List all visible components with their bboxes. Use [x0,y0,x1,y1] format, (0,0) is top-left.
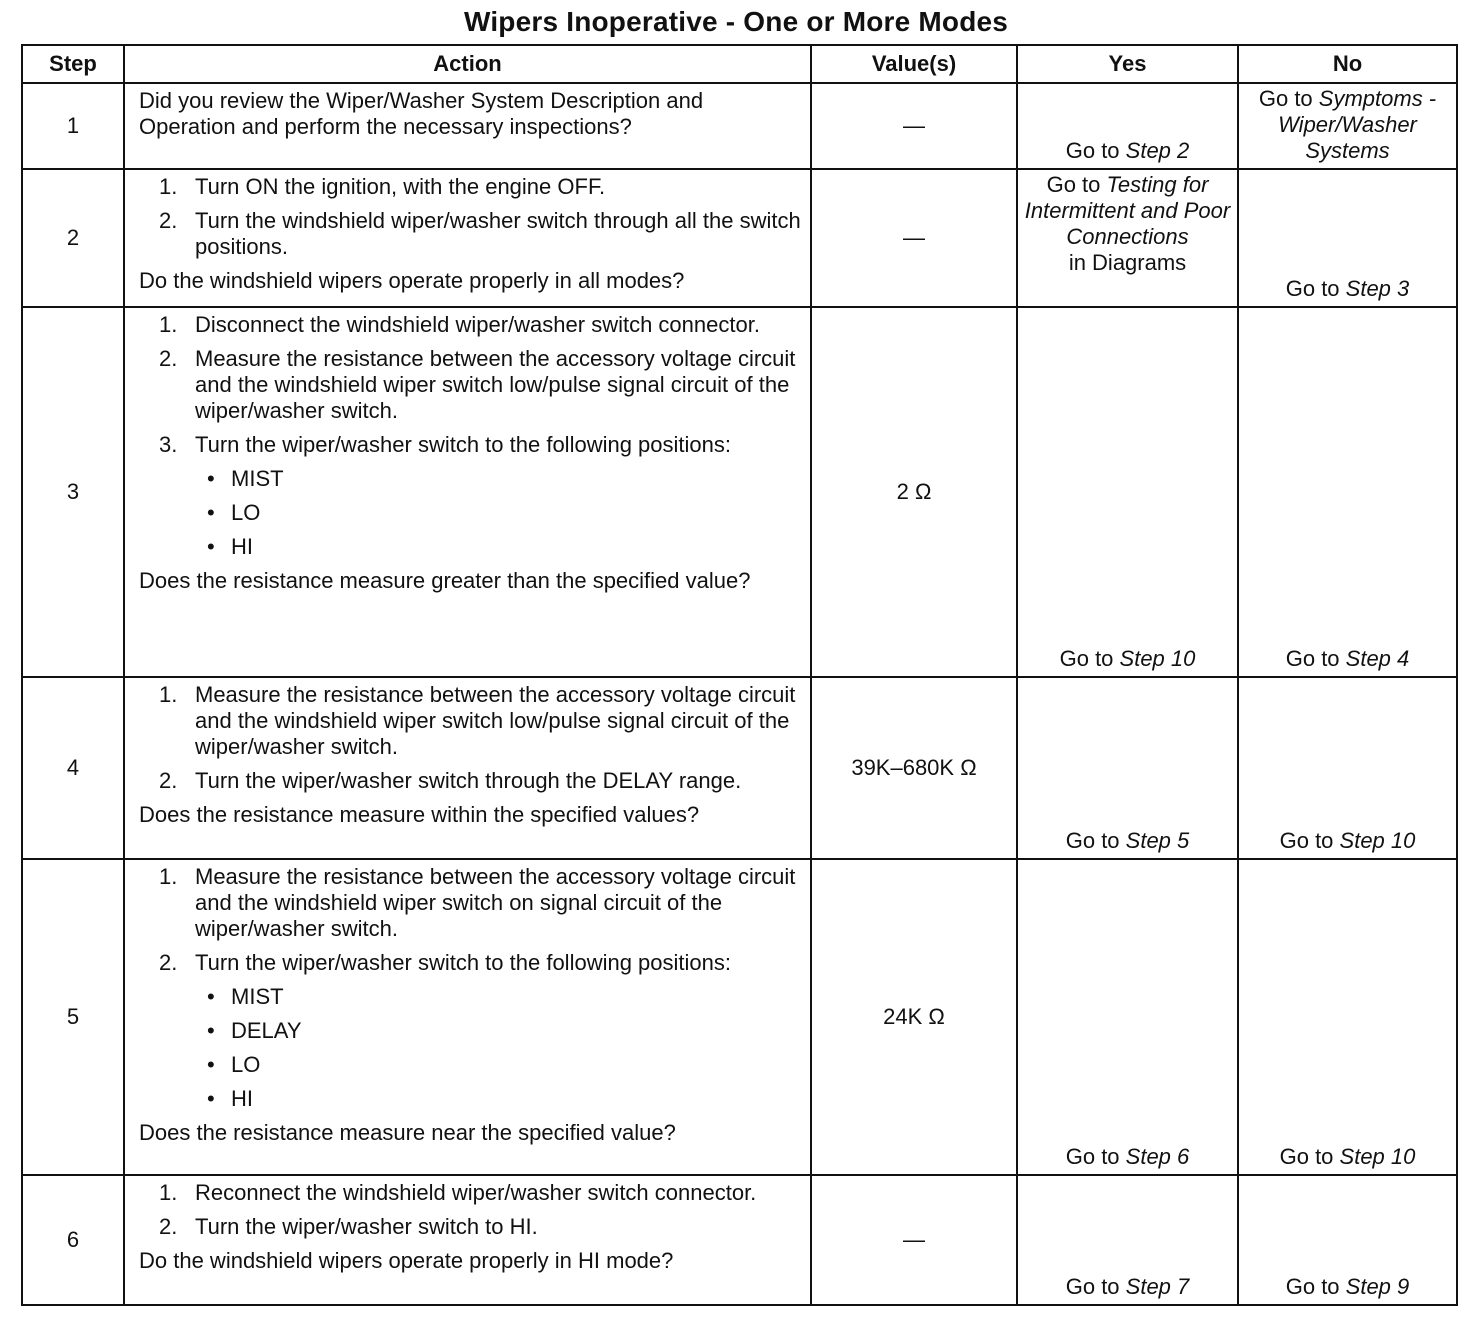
list-item: 2. Turn the wiper/washer switch through the DELAY range. [159,768,742,793]
no-cell [1238,859,1457,1175]
no-prefix: Go to [1279,828,1340,853]
yes-cell [1017,307,1238,677]
list-item: 1. Measure the resistance between the accessory voltage circuit and the windshield wiper switch low/pulse signal circuit of the wiper/washer switch. [159,682,796,759]
no-cell [1238,83,1457,169]
step-number: 3 [22,307,124,677]
list-item: • MIST [207,466,284,491]
list-item: 2. Turn the wiper/washer switch to HI. [159,1214,538,1239]
action-question: Does the resistance measure near the specified value? [139,1120,676,1145]
yes-cell [1017,1175,1238,1305]
list-item: • LO [207,500,261,525]
no-cell [1238,1175,1457,1305]
action-steps [139,864,802,1112]
yes-cell [1017,83,1238,169]
header-no: No [1238,45,1457,83]
yes-cell [1017,859,1238,1175]
yes-link[interactable]: Step 10 [1119,646,1196,671]
value-cell: — [811,83,1017,169]
header-yes: Yes [1017,45,1238,83]
yes-suffix: in Diagrams [1068,250,1187,275]
yes-cell [1017,677,1238,859]
no-link[interactable]: Step 10 [1339,828,1416,853]
action-cell [124,677,811,859]
action-cell [124,859,811,1175]
table-row [22,1175,1457,1305]
list-item: • LO [207,1052,261,1077]
yes-link[interactable]: Step 7 [1125,1274,1190,1299]
no-prefix: Go to [1279,1144,1340,1169]
list-item: • DELAY [207,1018,302,1043]
action-steps [139,1180,802,1240]
diagnostic-table [21,44,1458,1306]
yes-prefix: Go to [1065,1144,1126,1169]
table-row [22,83,1457,169]
header-action: Action [124,45,811,83]
action-question: Do the windshield wipers operate properly in HI mode? [139,1248,674,1273]
action-steps [139,312,802,560]
no-link[interactable]: Step 3 [1345,276,1410,301]
action-steps [139,682,802,794]
page-title: Wipers Inoperative - One or More Modes [463,6,1009,37]
list-item: • HI [207,1086,253,1111]
value-cell: — [811,169,1017,307]
yes-link[interactable]: Step 6 [1125,1144,1190,1169]
table-row [22,859,1457,1175]
list-item: 1. Measure the resistance between the accessory voltage circuit and the windshield wiper switch on signal circuit of the wiper/washer switch. [159,864,796,941]
step-number: 5 [22,859,124,1175]
no-link[interactable]: Step 9 [1345,1274,1410,1299]
header-step: Step [22,45,124,83]
no-cell [1238,307,1457,677]
yes-prefix: Go to [1065,828,1126,853]
list-item: 2. Turn the wiper/washer switch to the following positions: • MIST • DELAY • LO • HI [139,950,802,1112]
no-link[interactable]: Step 10 [1339,1144,1416,1169]
yes-prefix: Go to [1059,646,1120,671]
action-question: Does the resistance measure within the specified values? [139,802,700,827]
value-cell: 2 Ω [811,307,1017,677]
table-header-row [22,45,1457,83]
action-question: Does the resistance measure greater than the specified value? [139,568,751,593]
no-link[interactable]: Symptoms - Wiper/Washer Systems [1278,86,1437,163]
yes-prefix: Go to [1065,1274,1126,1299]
yes-prefix: Go to [1046,172,1107,197]
table-row [22,169,1457,307]
list-item: 1. Turn ON the ignition, with the engine OFF. [159,174,606,199]
position-list [195,984,802,1112]
no-cell [1238,677,1457,859]
header-values: Value(s) [811,45,1017,83]
yes-link[interactable]: Testing for Intermittent and Poor Connections [1024,172,1231,249]
list-item: 2. Turn the windshield wiper/washer switch through all the switch positions. [159,208,801,259]
list-item: • MIST [207,984,284,1009]
value-cell: 39K–680K Ω [811,677,1017,859]
yes-link[interactable]: Step 2 [1125,138,1190,163]
no-prefix: Go to [1285,1274,1346,1299]
no-prefix: Go to [1285,646,1346,671]
action-cell [124,169,811,307]
no-cell [1238,169,1457,307]
list-item: 1. Disconnect the windshield wiper/washer switch connector. [159,312,760,337]
table-row [22,307,1457,677]
no-link[interactable]: Step 4 [1345,646,1410,671]
step-number: 2 [22,169,124,307]
yes-cell [1017,169,1238,307]
no-prefix: Go to [1285,276,1346,301]
step-number: 1 [22,83,124,169]
yes-prefix: Go to [1065,138,1126,163]
list-item: 3. Turn the wiper/washer switch to the following positions: • MIST • LO • HI [139,432,802,560]
yes-link[interactable]: Step 5 [1125,828,1190,853]
table-row [22,677,1457,859]
action-question: Do the windshield wipers operate properly in all modes? [139,268,685,293]
list-item: • HI [207,534,253,559]
action-steps [139,174,802,260]
no-prefix: Go to [1258,86,1319,111]
step-number: 6 [22,1175,124,1305]
step-number: 4 [22,677,124,859]
value-cell: 24K Ω [811,859,1017,1175]
list-item: 1. Reconnect the windshield wiper/washer switch connector. [159,1180,757,1205]
value-cell: — [811,1175,1017,1305]
action-question: Did you review the Wiper/Washer System Description and Operation and perform the necessary inspections? [139,88,704,139]
list-item: 2. Measure the resistance between the accessory voltage circuit and the windshield wiper switch low/pulse signal circuit of the wiper/washer switch. [159,346,796,423]
action-cell [124,307,811,677]
position-list [195,466,802,560]
action-cell [124,83,811,169]
action-cell [124,1175,811,1305]
